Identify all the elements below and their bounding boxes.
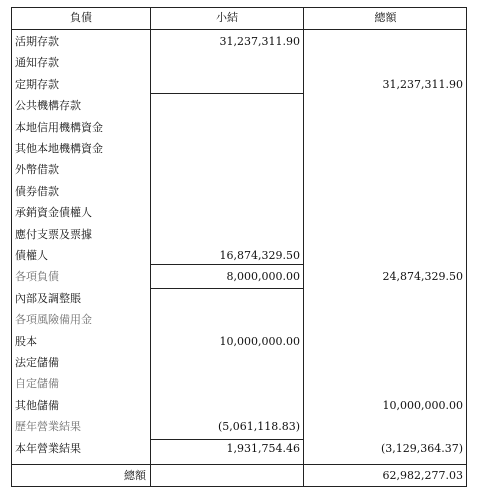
row-label: 公共機構存款: [15, 99, 81, 112]
subtotal-group-box: [150, 288, 304, 440]
row-label: 自定儲備: [15, 377, 59, 390]
row-subtotal: 16,874,329.50: [219, 249, 300, 262]
row-label: 債權人: [15, 249, 48, 262]
row-subtotal: 8,000,000.00: [226, 270, 300, 283]
row-label: 內部及調整賬: [15, 292, 81, 305]
header-subtotal: 小結: [216, 11, 238, 24]
row-label: 歷年營業結果: [15, 420, 81, 433]
header-debt: 負債: [70, 11, 92, 24]
footer-divider: [12, 464, 466, 465]
row-label: 債券借款: [15, 185, 59, 198]
row-label: 各項負債: [15, 270, 59, 283]
row-label: 本地信用機構資金: [15, 121, 103, 134]
header-divider: [12, 29, 466, 30]
row-label: 應付支票及票據: [15, 228, 92, 241]
row-label: 承銷資金債權人: [15, 206, 92, 219]
header-total: 總額: [374, 11, 397, 24]
footer-total: 62,982,277.03: [382, 469, 463, 482]
row-total: 24,874,329.50: [382, 270, 463, 283]
row-label: 外幣借款: [15, 163, 59, 176]
row-label: 法定儲備: [15, 356, 59, 369]
row-subtotal: 31,237,311.90: [219, 35, 300, 48]
row-label: 通知存款: [15, 56, 59, 69]
row-subtotal: (5,061,118.83): [217, 420, 300, 433]
row-total: 10,000,000.00: [382, 399, 463, 412]
row-label: 定期存款: [15, 78, 59, 91]
row-label: 活期存款: [15, 35, 59, 48]
row-total: (3,129,364.37): [380, 442, 463, 455]
row-total: 31,237,311.90: [382, 78, 463, 91]
footer-label: 總額: [124, 469, 146, 482]
row-label: 本年營業結果: [15, 442, 81, 455]
row-subtotal: 10,000,000.00: [219, 335, 300, 348]
row-subtotal: 1,931,754.46: [226, 442, 300, 455]
row-label: 其他儲備: [15, 399, 59, 412]
row-label: 股本: [15, 335, 37, 348]
subtotal-group-box: [150, 93, 304, 265]
row-label: 各項風險備用金: [15, 313, 92, 326]
liabilities-table: [11, 7, 467, 487]
row-label: 其他本地機構資金: [15, 142, 103, 155]
